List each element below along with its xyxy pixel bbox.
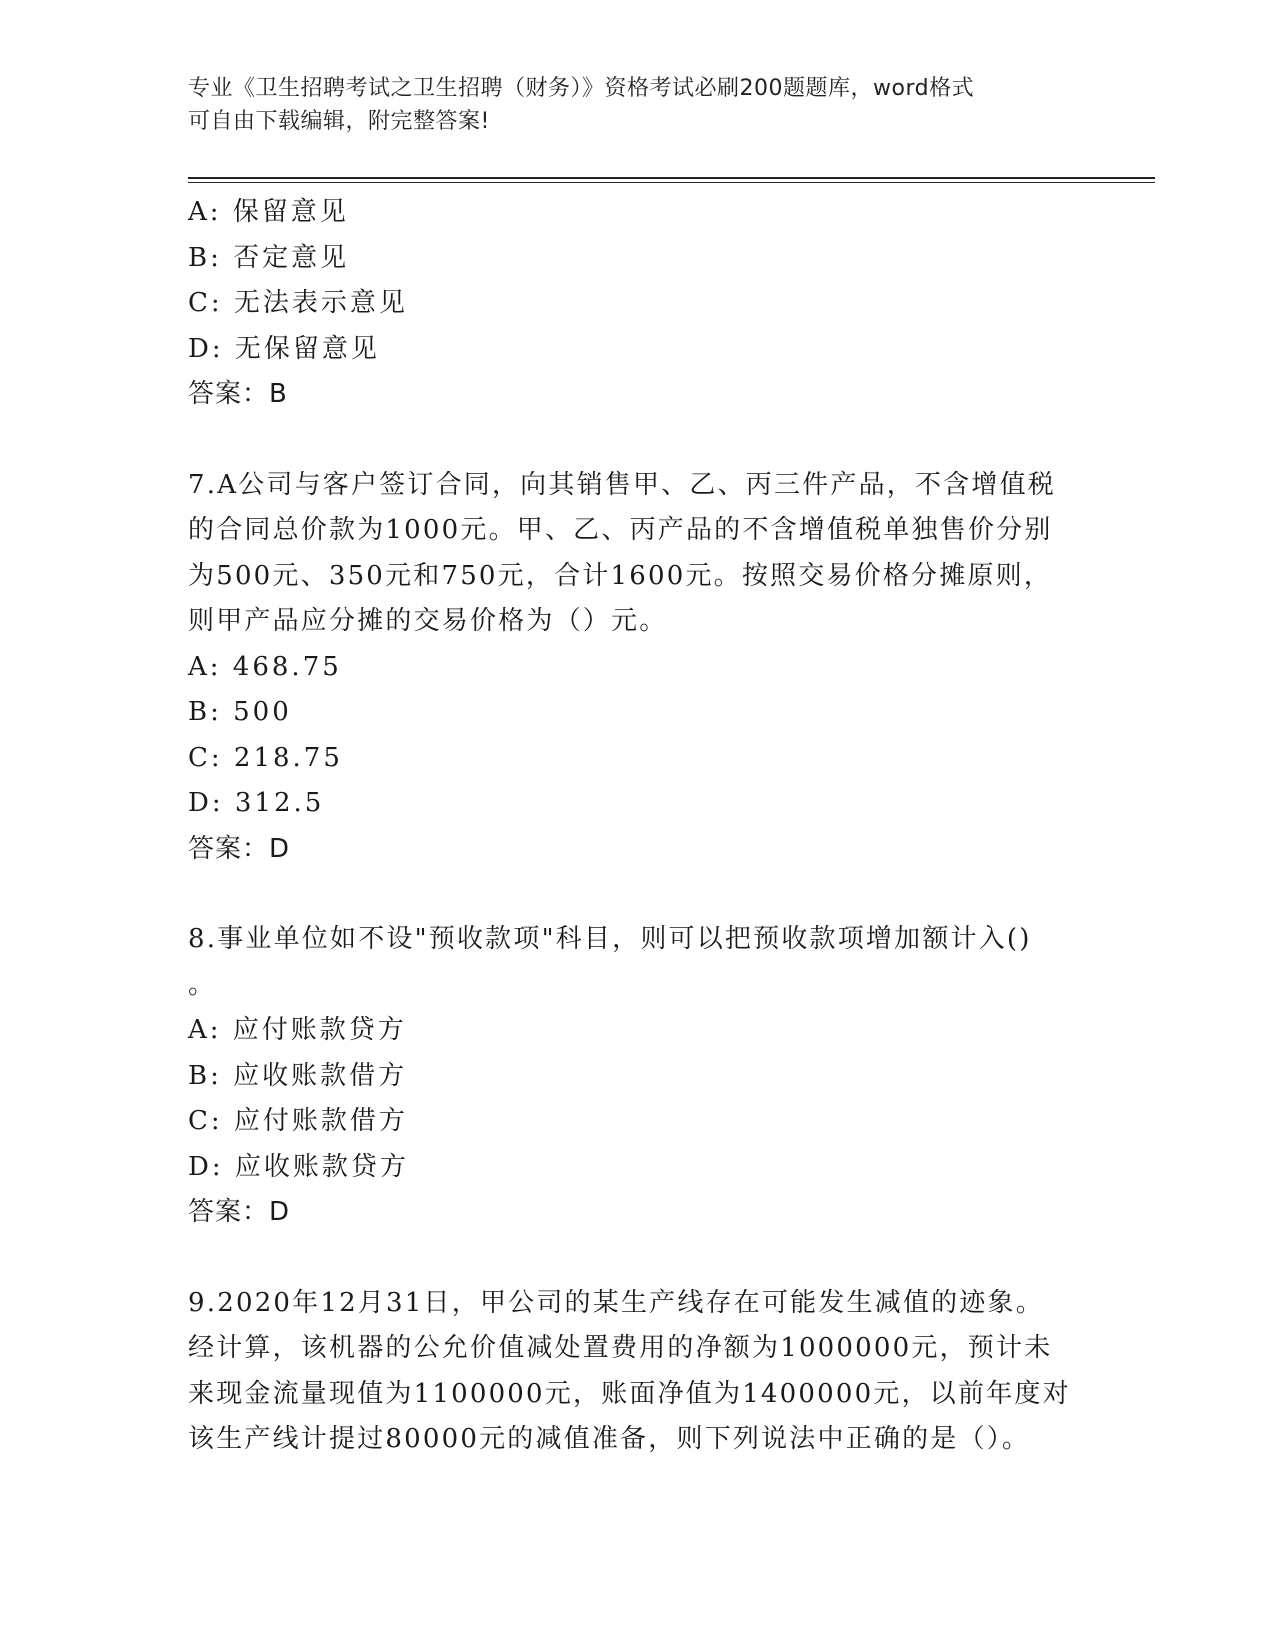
option-a: A: 应付账款贷方 [188,1015,407,1045]
option-b: B: 应收账款借方 [188,1060,408,1091]
question-stem [188,917,1088,1008]
header-line-2: 可自由下载编辑，附完整答案! [188,109,490,134]
question-6 [188,190,1088,418]
stem-line: 7.A公司与客户签订合同，向其销售甲、乙、丙三件产品，不含增值税 [188,469,1056,500]
stem-line: 。 [188,969,217,1000]
answer: 答案：B [188,379,288,409]
question-9 [188,1281,1088,1463]
option-d: D: 312.5 [188,788,325,818]
header-rule-thick [188,177,1155,179]
option-d: D: 应收账款贷方 [188,1151,409,1182]
option-b: B: 500 [188,697,292,727]
question-stem [188,1281,1088,1463]
question-8 [188,917,1088,1236]
stem-line: 8.事业单位如不设"预收款项"科目，则可以把预收款项增加额计入() [188,924,1032,954]
header-rule-thin [188,182,1155,183]
stem-line: 该生产线计提过80000元的减值准备，则下列说法中正确的是（）。 [188,1424,1031,1454]
option-a: A: 保留意见 [188,197,349,227]
header-line-1: 专业《卫生招聘考试之卫生招聘（财务）》资格考试必刷200题题库，word格式 [188,76,975,101]
question-list [188,190,1088,1463]
option-b: B: 否定意见 [188,242,350,273]
option-d: D: 无保留意见 [188,333,380,364]
stem-line: 9.2020年12月31日，甲公司的某生产线存在可能发生减值的迹象。 [188,1287,1044,1318]
option-c: C: 218.75 [188,742,343,773]
document-header [188,72,1078,138]
stem-line: 的合同总价款为1000元。甲、乙、丙产品的不含增值税单独售价分别 [188,515,1053,545]
answer: 答案：D [188,833,291,864]
stem-line: 则甲产品应分摊的交易价格为（）元。 [188,606,668,636]
question-7 [188,463,1088,873]
question-stem [188,463,1088,645]
stem-line: 经计算，该机器的公允价值减处置费用的净额为1000000元，预计未 [188,1333,1053,1363]
option-c: C: 无法表示意见 [188,288,408,318]
stem-line: 为500元、350元和750元，合计1600元。按照交易价格分摊原则， [188,560,1053,591]
option-a: A: 468.75 [188,651,342,682]
answer: 答案：D [188,1197,291,1227]
option-c: C: 应付账款借方 [188,1106,408,1136]
stem-line: 来现金流量现值为1100000元，账面净值为1400000元，以前年度对 [188,1378,1071,1409]
